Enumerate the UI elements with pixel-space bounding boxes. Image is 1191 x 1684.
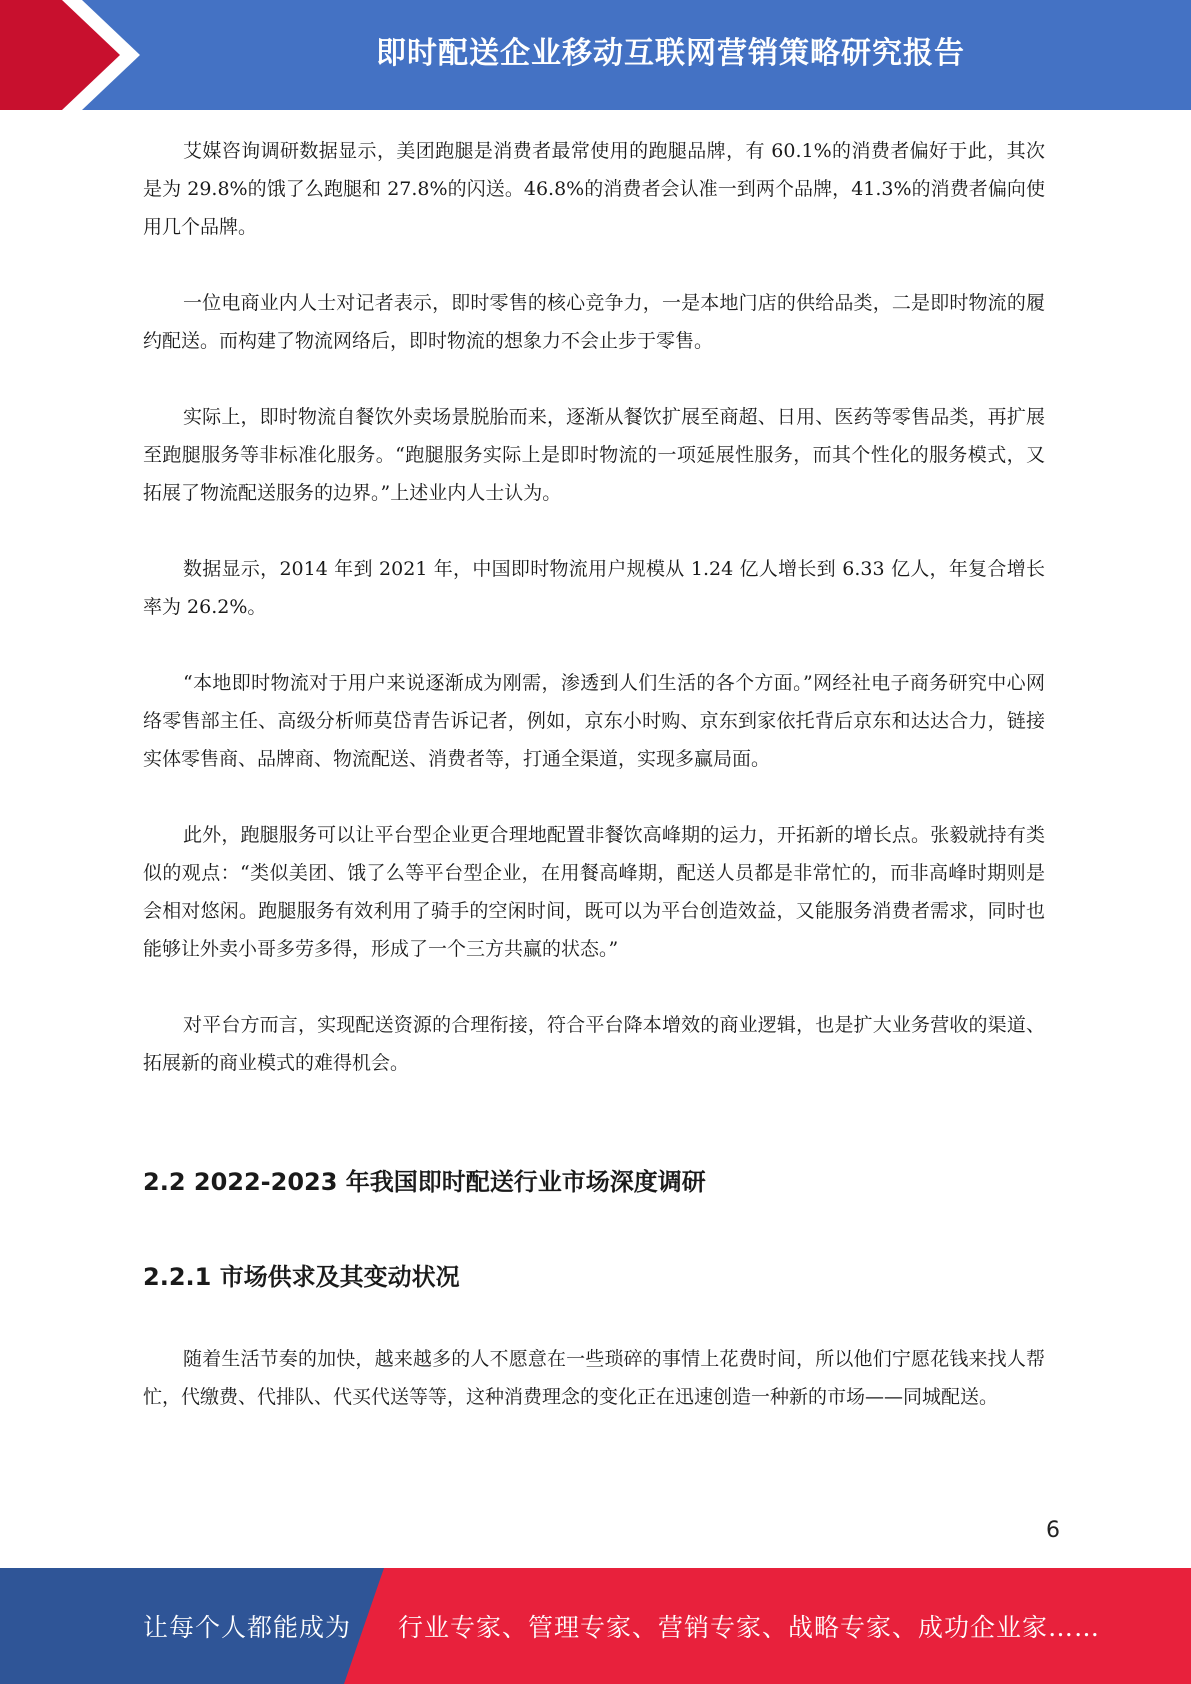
footer-roles: 行业专家、管理专家、营销专家、战略专家、成功企业家……	[398, 1613, 1101, 1642]
paragraph-instant-logistics-origin: 实际上，即时物流自餐饮外卖场景脱胎而来，逐渐从餐饮扩展至商超、日用、医药等零售品类，再扩展至跑腿服务等非标准化服务。“跑腿服务实际上是即时物流的一项延展性服务，而其个性化的服务模式，又拓展了物流配送服务的边界。”上述业内人士认为。	[143, 406, 1045, 504]
page-footer	[0, 1568, 1191, 1684]
section-heading: 2.2 2022-2023 年我国即时配送行业市场深度调研	[143, 1168, 706, 1196]
page-number: 6	[1046, 1518, 1060, 1543]
paragraph-errand-service: 此外，跑腿服务可以让平台型企业更合理地配置非餐饮高峰期的运力，开拓新的增长点。张毅就持有类似的观点：“类似美团、饿了么等平台型企业，在用餐高峰期，配送人员都是非常忙的，而非高峰时期则是会相对悠闲。跑腿服务有效利用了骑手的空闲时间，既可以为平台创造效益，又能服务消费者需求，同时也能够让外卖小哥多劳多得，形成了一个三方共赢的状态。”	[143, 824, 1045, 960]
main-content	[143, 132, 1045, 1454]
paragraph-industry-insider: 一位电商业内人士对记者表示，即时零售的核心竞争力，一是本地门店的供给品类，二是即时物流的履约配送。而构建了物流网络后，即时物流的想象力不会止步于零售。	[143, 292, 1045, 352]
paragraph-survey-data: 艾媒咨询调研数据显示，美团跑腿是消费者最常使用的跑腿品牌，有 60.1%的消费者偏好于此，其次是为 29.8%的饿了么跑腿和 27.8%的闪送。46.8%的消费者会认准一到两个品牌，41.3%的消费者偏向使用几个品牌。	[143, 140, 1045, 238]
paragraph-platform-perspective: 对平台方而言，实现配送资源的合理衔接，符合平台降本增效的商业逻辑，也是扩大业务营收的渠道、拓展新的商业模式的难得机会。	[143, 1014, 1045, 1074]
page-header	[0, 0, 1191, 110]
paragraph-market-supply-demand: 随着生活节奏的加快，越来越多的人不愿意在一些琐碎的事情上花费时间，所以他们宁愿花钱来找人帮忙，代缴费、代排队、代买代送等等，这种消费理念的变化正在迅速创造一种新的市场——同城配送。	[143, 1348, 1045, 1408]
paragraph-analyst-quote: “本地即时物流对于用户来说逐渐成为刚需，渗透到人们生活的各个方面。”网经社电子商务研究中心网络零售部主任、高级分析师莫岱青告诉记者，例如，京东小时购、京东到家依托背后京东和达达合力，链接实体零售商、品牌商、物流配送、消费者等，打通全渠道，实现多赢局面。	[143, 672, 1045, 770]
subsection-heading: 2.2.1 市场供求及其变动状况	[143, 1263, 460, 1291]
footer-slogan: 让每个人都能成为	[143, 1613, 352, 1642]
document-title: 即时配送企业移动互联网营销策略研究报告	[376, 36, 965, 71]
paragraph-user-scale: 数据显示，2014 年到 2021 年，中国即时物流用户规模从 1.24 亿人增长到 6.33 亿人，年复合增长率为 26.2%。	[143, 558, 1045, 618]
